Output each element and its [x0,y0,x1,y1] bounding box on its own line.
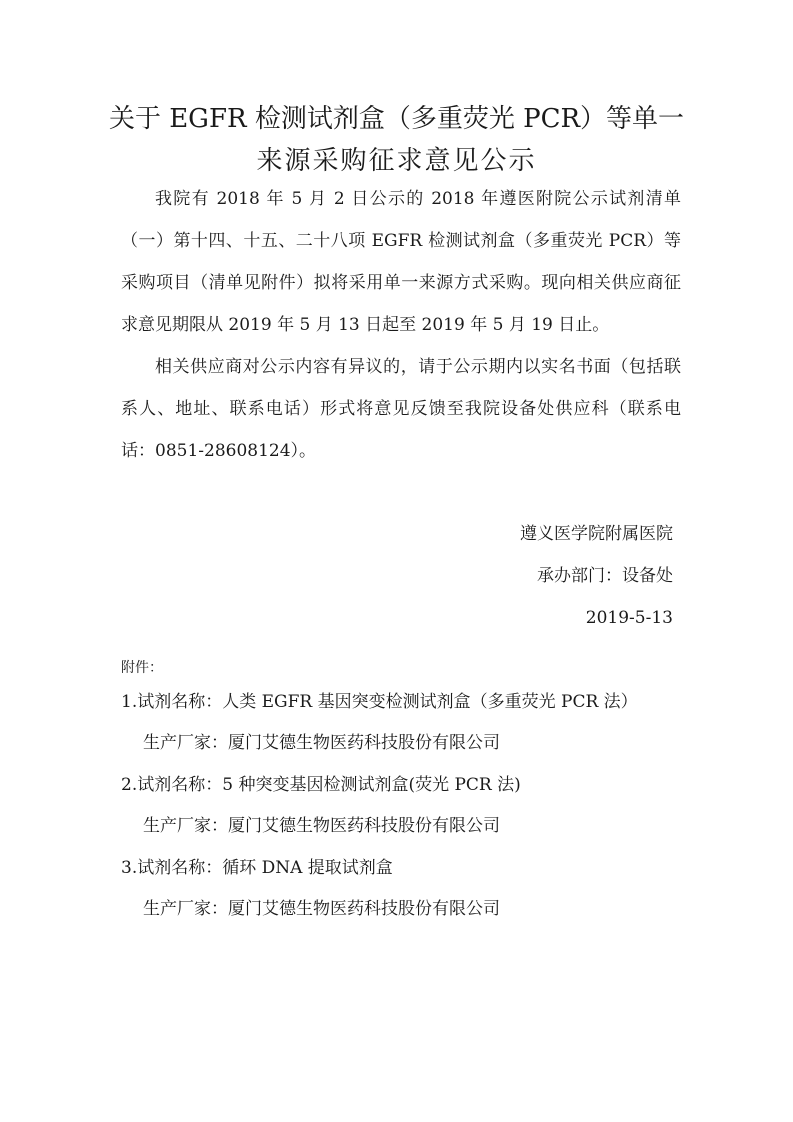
body-paragraph-1: 我院有 2018 年 5 月 2 日公示的 2018 年遵医附院公示试剂清单（一）第十四、十五、二十八项 EGFR 检测试剂盒（多重荧光 PCR）等采购项目（清单见附件）拟将采用单一来源方式采购。现向相关供应商征求意见期限从 2019 年 5 月 13 日起至 2019 年 5 月 19 日止。 [121,189,681,335]
signature-organization: 遵义医学院附属医院 [520,524,673,544]
signature-date: 2019-5-13 [585,608,673,628]
attachment-item-manufacturer: 生产厂家：厦门艾德生物医药科技股份有限公司 [143,733,500,753]
body-paragraph-2: 相关供应商对公示内容有异议的，请于公示期内以实名书面（包括联系人、地址、联系电话）形式将意见反馈至我院设备处供应科（联系电话：0851-28608124）。 [121,357,681,461]
attachment-item-manufacturer: 生产厂家：厦门艾德生物医药科技股份有限公司 [143,816,500,836]
attachment-item-manufacturer: 生产厂家：厦门艾德生物医药科技股份有限公司 [143,899,500,919]
document-title-line1: 关于 EGFR 检测试剂盒（多重荧光 PCR）等单一 [108,104,685,134]
signature-department: 承办部门：设备处 [537,566,673,586]
document-title-line2: 来源采购征求意见公示 [256,146,537,176]
attachment-item-name: 2.试剂名称：5 种突变基因检测试剂盒(荧光 PCR 法) [121,775,521,795]
attachment-item-name: 1.试剂名称：人类 EGFR 基因突变检测试剂盒（多重荧光 PCR 法） [121,692,638,712]
attachment-label: 附件： [121,660,163,676]
attachment-item-name: 3.试剂名称：循环 DNA 提取试剂盒 [121,858,393,878]
